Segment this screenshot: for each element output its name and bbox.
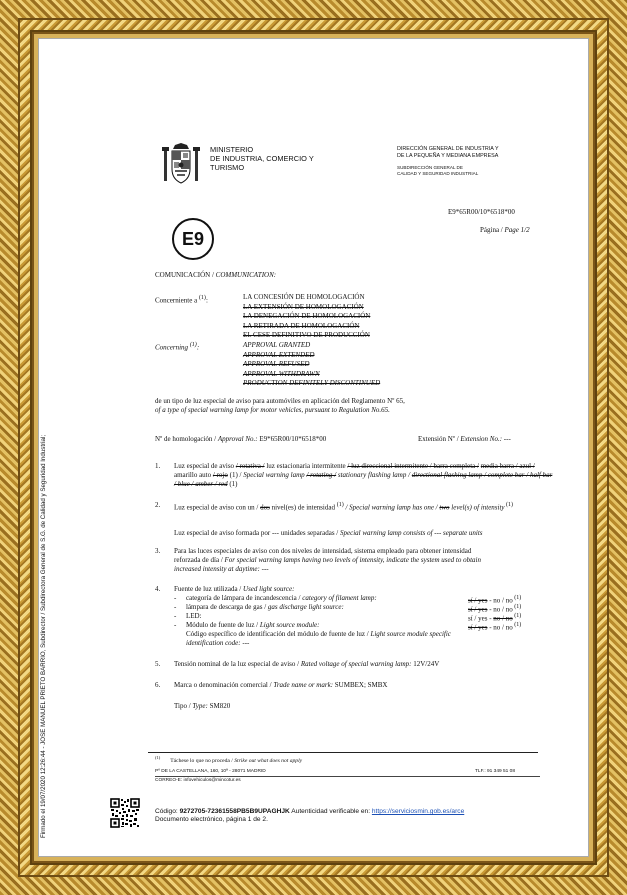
- direccion-line-1: DIRECCIÓN GENERAL DE INDUSTRIA Y: [397, 146, 499, 152]
- i1-k: stationary flashing lamp /: [336, 471, 411, 479]
- i4r3-dash: -: [174, 612, 177, 620]
- communication-heading: [155, 271, 276, 280]
- item-4-number: 4.: [155, 585, 161, 593]
- i4-row-1: [174, 594, 176, 603]
- i4r4-es: Módulo de fuente de luz /: [186, 621, 260, 629]
- option-en-discontinued: PRODUCTION DEFINITELY DISCONTINUED: [243, 379, 381, 388]
- footnote-es: Táchese lo que no proceda /: [170, 757, 235, 764]
- i6-en: Trade name or mark:: [273, 681, 334, 689]
- option-es-granted: LA CONCESIÓN DE HOMOLOGACIÓN: [243, 293, 365, 301]
- i5-en: Rated voltage of special warning lamp:: [300, 660, 412, 668]
- i4-code-en: Light source module specific: [370, 630, 451, 638]
- concerning-label-es: Concerniente a $^{(1)}$:: [155, 295, 208, 305]
- i4r4-st: sí / yes: [468, 623, 488, 632]
- footer-doc-page: Documento electrónico, página 1 de 2.: [155, 816, 268, 823]
- concerning-es-sup: (1): [198, 295, 206, 301]
- i4r3-es: LED:: [186, 612, 202, 620]
- item-4-title: [174, 585, 294, 594]
- subdireccion: [397, 165, 478, 177]
- i4r3-sup: (1): [512, 613, 522, 619]
- i3-line-2b: For special warning lamps having two levels of intensity, indicate the system used to obtain: [224, 556, 481, 564]
- footnote-divider: [148, 752, 538, 753]
- subdireccion-line-1: SUBDIRECCIÓN GENERAL DE: [397, 165, 463, 170]
- i4r1-en: category of filament lamp:: [302, 594, 377, 602]
- ministry-line-1: MINISTERIO: [210, 145, 254, 154]
- extension-label-en: Extension No.:: [460, 435, 503, 443]
- i4r2-es: lámpara de descarga de gas /: [186, 603, 268, 611]
- item-2-number: 2.: [155, 501, 161, 509]
- i4-code-en2: identification code:: [186, 639, 241, 647]
- item-6-type: [174, 702, 230, 711]
- i1-d: / luz direccional intermitente / barra completa /: [347, 462, 479, 470]
- i1-m: (1): [227, 480, 238, 488]
- footnote-sup: (1): [155, 755, 161, 760]
- i4r4-dash: -: [174, 621, 177, 629]
- i1-i: Special warning lamp: [243, 471, 307, 479]
- option-en-refused: APPROVAL REFUSED: [243, 360, 310, 369]
- i6-tipo-val: SM820: [207, 702, 231, 710]
- item-3-number: 3.: [155, 547, 161, 555]
- approval-value: E9*65R00/10*6518*00: [257, 435, 327, 443]
- i4-row-3: [174, 612, 176, 621]
- i3-line-1: Para las luces especiales de aviso con dos niveles de intensidad, sistema empleado para obtener intensidad: [174, 547, 472, 555]
- extension-label-es: Extensión Nº /: [418, 435, 461, 443]
- i1-f: amarillo auto: [174, 471, 213, 479]
- i2-e: / Special warning lamp has one /: [343, 503, 440, 512]
- i4r1-dash: -: [174, 594, 177, 602]
- item-1-text: [174, 462, 554, 489]
- i4r2-sup: (1): [512, 604, 522, 610]
- i4r2-ans: - no / no: [487, 605, 513, 614]
- concerning-en-sup: (1): [189, 342, 197, 348]
- approval-label-en: Approval No.:: [217, 435, 258, 443]
- i4r3-pre: sí / yes -: [468, 614, 494, 623]
- i4-code-es: Código específico de identificación del módulo de fuente de luz /: [186, 630, 371, 638]
- i1-c: luz estacionaria intermitente: [264, 462, 348, 470]
- i4r4-ans: - no / no: [487, 623, 513, 632]
- concerning-es-options: [243, 293, 370, 341]
- i4-row-2: [174, 603, 176, 612]
- i4-code: [186, 630, 451, 648]
- i1-e: media barra / azul /: [480, 462, 535, 470]
- i2-d: (1): [336, 502, 344, 508]
- type-of-es: de un tipo de luz especial de aviso para automóviles en aplicación del Reglamento Nº 65,: [155, 397, 405, 405]
- i1-h: (1) /: [227, 471, 244, 479]
- extension-value: ---: [502, 435, 511, 443]
- page-label-es: Página /: [480, 226, 505, 234]
- direccion-line-2: DE LA PEQUEÑA Y MEDIANA EMPRESA: [397, 153, 499, 159]
- option-en-granted: APPROVAL GRANTED: [243, 341, 311, 349]
- subdireccion-line-2: CALIDAD Y SEGURIDAD INDUSTRIAL: [397, 171, 479, 176]
- option-es-discontinued: EL CESE DEFINITIVO DE PRODUCCIÓN: [243, 331, 370, 340]
- footer-email: CORREO-E: infovehiculos@mincotur.es: [155, 778, 241, 783]
- item-1-number: 1.: [155, 462, 161, 470]
- communication-es: COMUNICACIÓN /: [155, 271, 216, 279]
- verify-link[interactable]: https://serviciosmin.gob.es/arce: [371, 808, 465, 815]
- item-2-separate-units: [174, 529, 483, 538]
- i2-f: two: [439, 503, 450, 512]
- i4r1-ans: - no / no: [487, 596, 513, 605]
- i2-a: Luz especial de aviso con un /: [174, 503, 261, 512]
- i2-c: nivel(es) de intensidad: [269, 503, 337, 512]
- item-2-text: [174, 501, 554, 512]
- signature-stamp-vertical: Firmado el 19/07/2020 12:26:44 - JOSE MANUEL PRIETO BARRIO, Subdirector / Subdirectora General de S.G. de Calidad y Seguridad Industrial;: [40, 434, 47, 838]
- i4r4-sup: (1): [512, 622, 522, 628]
- i3-line-3: increased intensity at daytime:: [174, 565, 260, 573]
- footer-divider: [155, 776, 540, 777]
- page-indicator: [480, 226, 530, 235]
- item-3-text: [174, 547, 481, 574]
- i4-row-1-label: [186, 594, 377, 603]
- i4-row-3-label: [186, 612, 202, 621]
- concerning-en-options: [243, 341, 380, 389]
- i3-line-2: reforzada de día /: [174, 556, 225, 564]
- type-of-en: of a type of special warning lamp for motor vehicles, pursuant to Regulation No.65.: [155, 406, 390, 414]
- i2-sep-en: Special warning lamp consists of --- separate units: [340, 529, 483, 537]
- extension-number: [418, 435, 511, 444]
- i4-code-val: ---: [240, 639, 250, 647]
- i1-l: directional flashing lamp / complete bar / half bar / blue / amber / red: [174, 471, 553, 488]
- item-6-number: 6.: [155, 681, 161, 689]
- option-en-withdrawn: APPROVAL WITHDRAWN: [243, 369, 320, 378]
- i4-row-4-answer: [468, 621, 521, 632]
- i5-val: 12V/24V: [411, 660, 440, 668]
- i4r1-sup: (1): [512, 595, 522, 601]
- i4r2-en: gas discharge light source:: [267, 603, 344, 611]
- footnote-en: Strike out what does not apply: [234, 757, 303, 764]
- communication-en: COMMUNICATION:: [215, 271, 277, 279]
- option-es-withdrawn: LA RETIRADA DE HOMOLOGACIÓN: [243, 321, 360, 330]
- i4r1-es: categoría de lámpara de incandescencia /: [186, 594, 303, 602]
- i2-g: level(s) of: [449, 503, 480, 512]
- coat-of-arms-icon: [161, 143, 201, 187]
- ministry-line-2: DE INDUSTRIA, COMERCIO Y: [210, 154, 314, 163]
- footer-code-label: Código:: [155, 808, 180, 815]
- i6-tipo: Tipo /: [174, 702, 193, 710]
- footer-verify: Autenticidad verificable en:: [289, 808, 372, 815]
- i4r4-en: Light source module:: [259, 621, 320, 629]
- approval-number: [155, 435, 326, 444]
- i6-tipo-en: Type:: [192, 702, 208, 710]
- i4r2-st: sí / yes: [468, 605, 488, 614]
- i2-sep-es: Luz especial de aviso formada por --- unidades separadas /: [174, 529, 340, 537]
- item-5-text: [174, 660, 439, 669]
- i4-row-2-label: [186, 603, 344, 612]
- qr-code-icon: [110, 798, 140, 828]
- i1-a: Luz especial de aviso: [174, 462, 236, 470]
- reference-number: E9*65R00/10*6518*00: [448, 208, 515, 216]
- footer-address: Pº DE LA CASTELLANA, 160, 10ª - 28071 MADRID: [155, 769, 266, 774]
- option-es-extended: LA EXTENSIÓN DE HOMOLOGACIÓN: [243, 302, 364, 311]
- direccion-general: [397, 146, 499, 160]
- i6-es: Marca o denominación comercial /: [174, 681, 274, 689]
- i4r1-st: sí / yes: [468, 596, 488, 605]
- i3-line-3b: ---: [259, 565, 269, 573]
- i4-row-4: [174, 621, 176, 630]
- i6-val: SUMBEX; SMBX: [333, 681, 388, 689]
- i1-j: / rotating /: [306, 471, 337, 479]
- i1-g: / rojo: [212, 471, 228, 479]
- i4r2-dash: -: [174, 603, 177, 611]
- option-en-extended: APPROVAL EXTENDED: [243, 350, 315, 359]
- page-label-en: Page 1/2: [504, 226, 530, 234]
- item-6-text: [174, 681, 388, 690]
- footer-code: 9272705-72361558PB5B9UPAGHJK: [179, 808, 290, 815]
- document-page: [38, 38, 589, 857]
- concerning-label-en: Concerning $^{(1)}$:: [155, 342, 200, 352]
- i4-row-4-label: [186, 621, 320, 630]
- footer-phone: TLF.: 91 349 51 08: [475, 769, 516, 774]
- footnote: [155, 755, 302, 764]
- i2-b: dos: [260, 503, 270, 512]
- i5-es: Tensión nominal de la luz especial de aviso /: [174, 660, 301, 668]
- approval-label-es: Nº de homologación /: [155, 435, 218, 443]
- option-es-refused: LA DENEGACIÓN DE HOMOLOGACIÓN: [243, 312, 371, 321]
- i4-title-en: Used light source:: [243, 585, 295, 593]
- i4r3-st: no / no: [493, 614, 513, 623]
- ministry-name: [210, 145, 314, 172]
- i1-b: / rotativa /: [235, 462, 265, 470]
- footer-verification: [155, 808, 464, 824]
- concerning-en-text: Concerning: [155, 343, 190, 352]
- e-mark-circle: [172, 218, 214, 260]
- i2-h: intensity: [480, 503, 505, 512]
- i4-title-es: Fuente de luz utilizada /: [174, 585, 244, 593]
- i2-i: (1): [504, 502, 514, 508]
- ministry-line-3: TURISMO: [210, 163, 245, 172]
- concerning-es-text: Concerniente a: [155, 296, 199, 305]
- item-5-number: 5.: [155, 660, 161, 668]
- e-mark-label: E9: [181, 229, 205, 249]
